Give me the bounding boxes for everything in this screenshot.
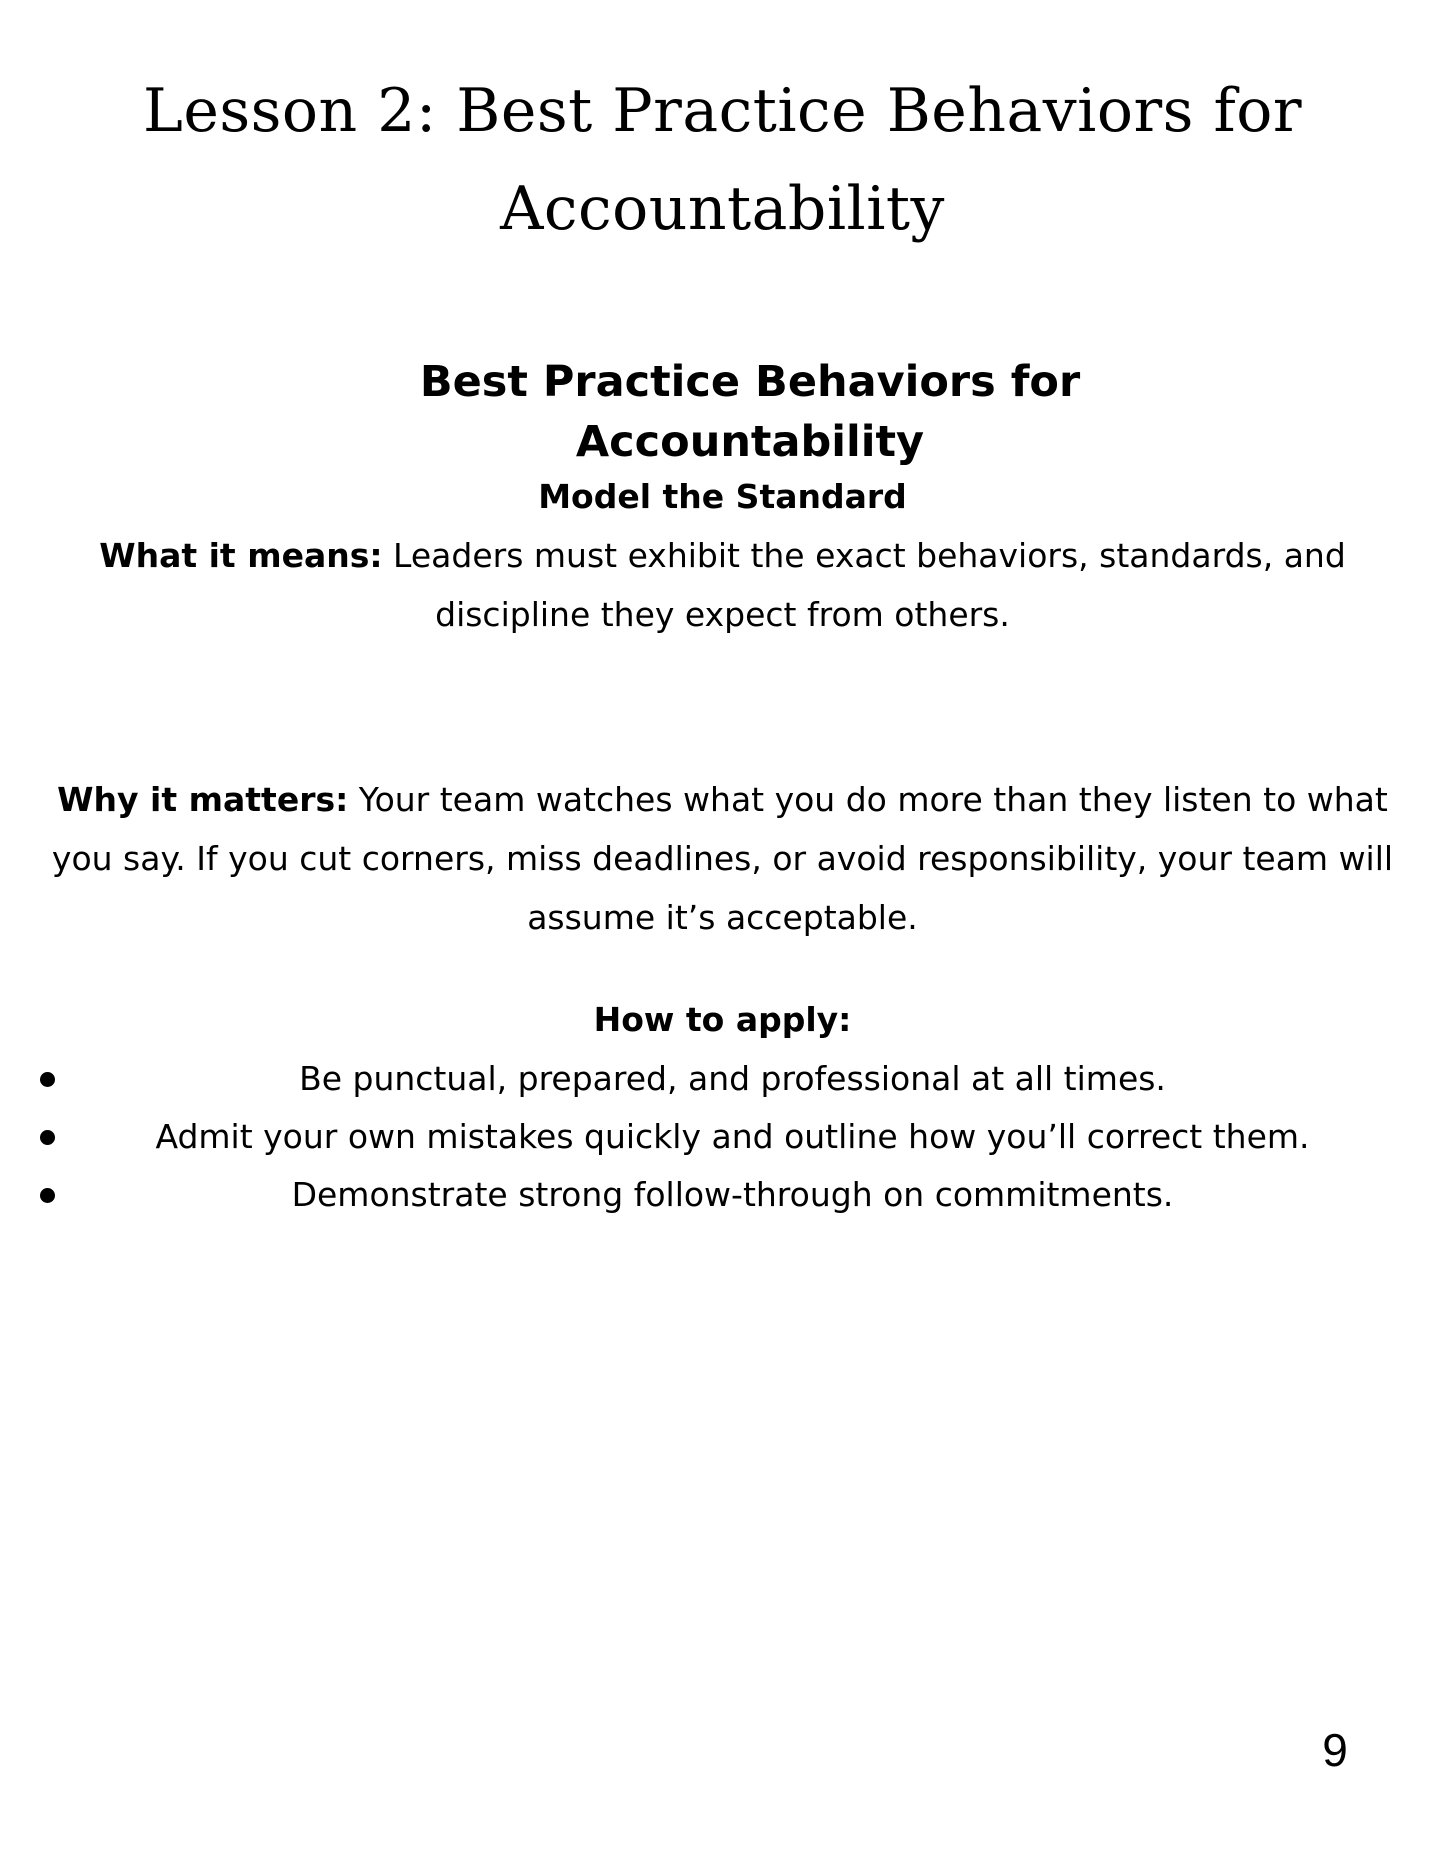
why-it-matters-section bbox=[30, 770, 1415, 947]
model-the-standard-heading: Model the Standard bbox=[538, 477, 907, 516]
what-it-means-label: What it means: bbox=[99, 536, 383, 575]
page-number: 9 bbox=[1322, 1724, 1348, 1776]
how-to-apply-heading: How to apply: bbox=[593, 1000, 852, 1039]
list-item bbox=[0, 1166, 1445, 1224]
bullet-icon bbox=[40, 1188, 55, 1203]
list-item bbox=[0, 1050, 1445, 1108]
model-the-standard-section bbox=[30, 467, 1415, 644]
what-it-means-text: Leaders must exhibit the exact behaviors, standards, and discipline they expect from others. bbox=[382, 536, 1346, 634]
how-to-apply-list bbox=[0, 1050, 1445, 1224]
section-heading: Best Practice Behaviors for Accountability bbox=[419, 357, 1081, 467]
how-to-apply-section bbox=[30, 990, 1415, 1049]
bullet-icon bbox=[40, 1130, 55, 1145]
list-item-text: Admit your own mistakes quickly and outline how you’ll correct them. bbox=[155, 1117, 1310, 1156]
why-it-matters-text: Your team watches what you do more than they listen to what you say. If you cut corners, miss deadlines, or avoid responsibility, your team will assume it’s acceptable. bbox=[51, 780, 1394, 937]
page-title bbox=[0, 62, 1445, 258]
why-it-matters-label: Why it matters: bbox=[57, 780, 349, 819]
list-item-text: Demonstrate strong follow-through on commitments. bbox=[291, 1175, 1174, 1214]
bullet-icon bbox=[40, 1072, 55, 1087]
list-item-text: Be punctual, prepared, and professional at all times. bbox=[299, 1059, 1166, 1098]
page-title-line-2: Accountability bbox=[500, 174, 945, 244]
list-item bbox=[0, 1108, 1445, 1166]
page-title-line-1: Lesson 2: Best Practice Behaviors for bbox=[143, 76, 1302, 146]
